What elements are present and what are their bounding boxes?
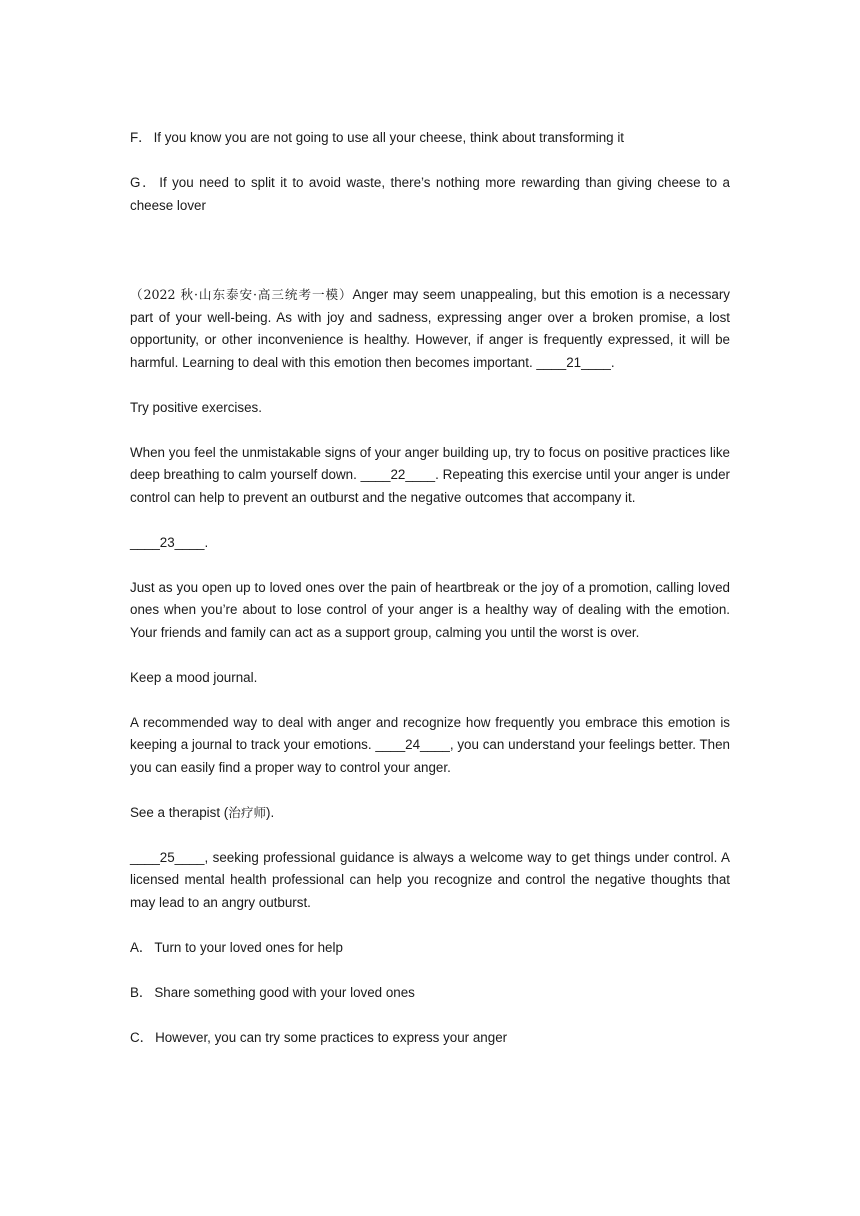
- option-text: If you need to split it to avoid waste, there’s nothing more rewarding than giving cheese to a cheese lover: [130, 175, 730, 213]
- paragraph-positive-exercises: When you feel the unmistakable signs of your anger building up, try to focus on positive practices like deep breathing to calm yourself down. ____22____. Repeating this exercise until your anger is under control can help to prevent an outburst and the negative outcomes that accompany it.: [130, 444, 730, 505]
- option-letter: G．: [130, 175, 158, 190]
- paragraph-therapist: ____25____, seeking professional guidance is always a welcome way to get things under control. A licensed mental health professional can help you recognize and control the negative thoughts that may lead to an angry outburst.: [130, 849, 730, 910]
- intro-text: Anger may seem unappealing, but this emotion is a necessary part of your well-being. As with joy and sadness, expressing anger over a broken promise, a lost opportunity, or other inconvenience is healthy. However, if anger is frequently expressed, it will be harmful. Learning to deal with this emotion then becomes important. ____21____.: [130, 287, 730, 370]
- document-page: [130, 127, 730, 1049]
- source-label: （2022 秋·山东泰安·高三统考一模）: [130, 287, 353, 302]
- passage-intro: [130, 284, 730, 374]
- heading-try-positive-exercises: Try positive exercises.: [130, 399, 262, 415]
- option-b: [130, 982, 730, 1005]
- blank-23: ____23____.: [130, 534, 209, 550]
- heading-text-end: ).: [266, 804, 275, 820]
- option-text: If you know you are not going to use all your cheese, think about transforming it: [153, 130, 625, 145]
- option-letter: C．: [130, 1029, 154, 1045]
- option-g: [130, 172, 730, 217]
- option-text: Turn to your loved ones for help: [154, 939, 343, 955]
- option-a: [130, 937, 730, 960]
- option-letter: B．: [130, 984, 153, 1000]
- paragraph-loved-ones: Just as you open up to loved ones over the pain of heartbreak or the joy of a promotion, calling loved ones when you’re about to lose control of your anger is a healthy way of dealing with the emotion. Your friends and family can act as a support group, calming you until the worst is over.: [130, 579, 730, 640]
- option-f: [130, 127, 730, 150]
- option-text: Share something good with your loved ones: [154, 984, 415, 1000]
- heading-text: See a therapist (: [130, 804, 229, 820]
- option-text: However, you can try some practices to express your anger: [155, 1029, 508, 1045]
- heading-see-therapist: [130, 802, 730, 825]
- option-letter: F．: [130, 130, 152, 145]
- option-letter: A．: [130, 939, 153, 955]
- heading-mood-journal: Keep a mood journal.: [130, 669, 258, 685]
- option-c: [130, 1027, 730, 1050]
- paragraph-mood-journal: A recommended way to deal with anger and recognize how frequently you embrace this emotion is keeping a journal to track your emotions. ____24____, you can understand your feelings better. Then you can easily find a proper way to control your anger.: [130, 714, 730, 775]
- cjk-gloss: 治疗师: [228, 804, 267, 820]
